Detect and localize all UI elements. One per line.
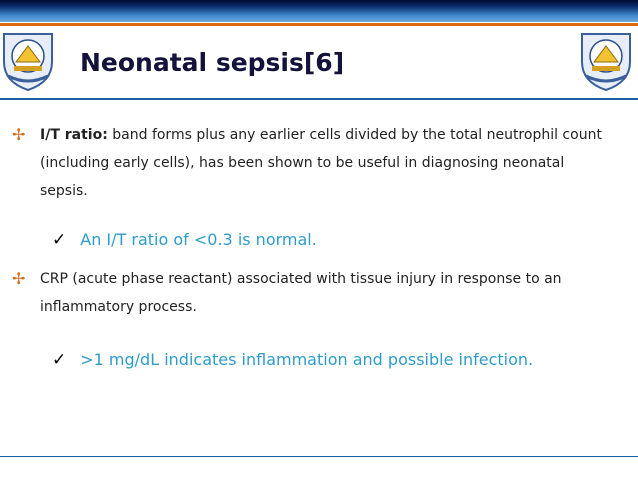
bullet-it-ratio [12,121,612,205]
bullet-body: band forms plus any earlier cells divided by the total neutrophil count (including early cells), has been shown to be useful in diagnosing neonatal sepsis. [40,127,602,199]
sub-bullet-text: An I/T ratio of <0.3 is normal. [80,230,317,249]
bullet-crp [12,265,612,321]
university-seal-logo-right [578,28,634,94]
title-divider [0,98,638,100]
header-accent-line [0,23,638,26]
header-band [0,0,638,22]
star-bullet-icon: ✢ [12,125,26,144]
checkmark-icon: ✓ [52,350,67,370]
sub-bullet-crp-inflammation [52,347,533,373]
footer-divider [0,456,638,457]
slide-title: Neonatal sepsis[6] [80,48,345,77]
sub-bullet-text: >1 mg/dL indicates inflammation and possible infection. [80,350,534,369]
university-seal-logo-left [0,28,56,94]
checkmark-icon: ✓ [52,230,67,250]
bullet-lead: I/T ratio: [40,127,108,143]
bullet-body: CRP (acute phase reactant) associated with tissue injury in response to an inflammatory process. [40,271,562,315]
bullet-text [40,121,612,205]
sub-bullet-it-normal [52,228,317,252]
star-bullet-icon: ✢ [12,269,26,288]
